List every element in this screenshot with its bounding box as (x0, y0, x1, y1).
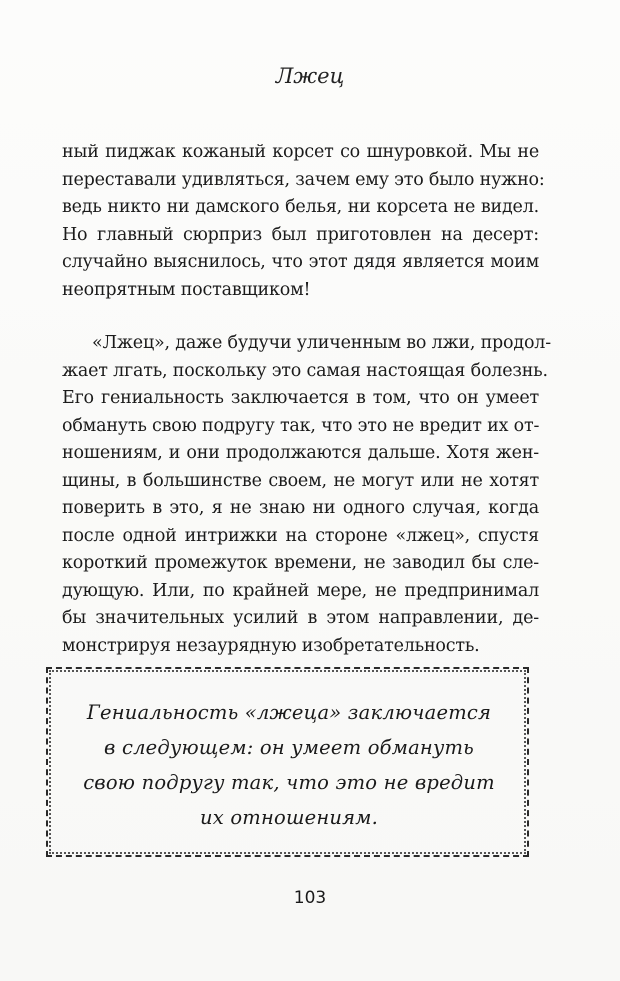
text-line: «Лжец», даже будучи уличенным во лжи, продол- (92, 333, 551, 353)
callout-line: их отношениям. (199, 806, 379, 829)
callout-quote (72, 695, 506, 835)
text-line: короткий промежуток времени, не заводил бы сле- (62, 553, 539, 573)
text-line: ведь никто ни дамского белья, ни корсета не видел. (62, 197, 539, 217)
callout-box (46, 667, 529, 857)
text-line: жает лгать, поскольку это самая настоящая болезнь. (62, 360, 548, 381)
text-line: бы значительных усилий в этом направлении, де- (62, 608, 539, 628)
body-text (62, 139, 551, 660)
text-line: ношениям, и они продолжаются дальше. Хотя жен- (62, 443, 539, 463)
page-number: 103 (293, 888, 327, 908)
text-line: поверить в это, я не знаю ни одного случая, когда (62, 498, 539, 518)
callout-line: Гениальность «лжеца» заключается (86, 701, 492, 724)
callout-line: свою подругу так, что это не вредит (83, 771, 495, 794)
text-line: после одной интрижки на стороне «лжец», спустя (62, 525, 539, 546)
text-line: случайно выяснилось, что этот дядя является моим (62, 252, 539, 272)
text-line: неопрятным поставщиком! (62, 279, 311, 300)
text-line: переставали удивляться, зачем ему это было нужно: (62, 169, 545, 190)
text-line: Его гениальность заключается в том, что он умеет (62, 388, 539, 408)
running-head: Лжец (275, 64, 345, 88)
text-line: дующую. Или, по крайней мере, не предпринимал (62, 580, 539, 601)
text-line: Но главный сюрприз был приготовлен на десерт: (62, 224, 539, 245)
text-line: монстрируя незаурядную изобретательность. (62, 635, 480, 656)
paragraph-continued (62, 139, 545, 304)
callout-line: в следующем: он умеет обмануть (104, 736, 474, 759)
text-line: щины, в большинстве своем, не могут или не хотят (62, 470, 539, 491)
text-line: ный пиджак кожаный корсет со шнуровкой. Мы не (62, 142, 539, 162)
text-line: обмануть свою подругу так, что это не вредит их от- (62, 415, 540, 436)
paragraph-liar (62, 330, 551, 660)
